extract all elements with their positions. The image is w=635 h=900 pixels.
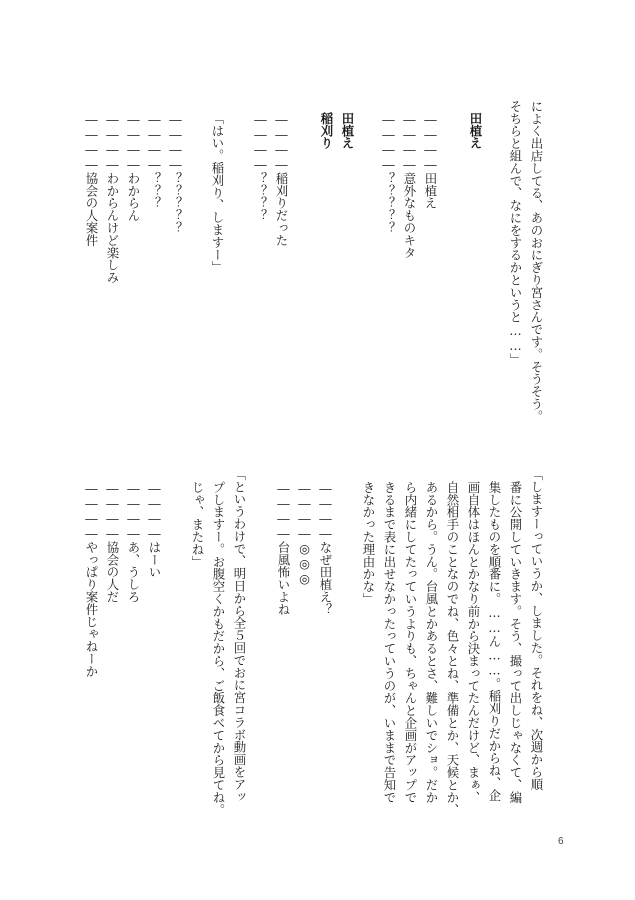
- dialogue-line: 「というわけで、明日から全５回でおに宮コラボ動画をアッ: [232, 468, 247, 803]
- upper-line-2: そちらと組んで、なにをするかというと……」: [508, 100, 523, 366]
- chat-comment: ――――意外なものキタ: [402, 112, 417, 259]
- page-number: 6: [558, 836, 564, 847]
- chat-comment: ――――はーい: [147, 481, 162, 579]
- section-heading-inekari: 稲刈り: [319, 112, 334, 150]
- lower-line-7: ら内緒にしてたっていうよりも、ちゃんと企画がアップで: [403, 481, 418, 804]
- lower-line-3: 集したものを順番に。……ん……。稲刈りだからね、企: [487, 481, 502, 802]
- dialogue-line: じゃ、またね」: [190, 481, 205, 568]
- upper-line-1: によく出店してる、あのおにぎり宮さんです。そうそう。: [529, 100, 544, 423]
- chat-comment: ――――台風怖いよね: [276, 481, 291, 616]
- chat-comment: ――――稲刈りだった: [274, 112, 289, 247]
- chat-comment: ――――？？？: [147, 112, 162, 210]
- chat-comment: ――――協会の人だ: [105, 481, 120, 603]
- lower-line-4: 画自体はほんとかなり前から決まってたんだけど、まぁ、: [466, 481, 481, 804]
- chat-comment: ――――田植え: [423, 112, 438, 210]
- section-heading-taue: 田植え: [468, 112, 483, 150]
- dialogue-line: 「はい。稲刈り、しますー」: [210, 112, 225, 274]
- chat-comment: ――――？？？？？: [381, 112, 396, 234]
- chat-comment: ――――あ、うしろ: [126, 481, 141, 603]
- chat-comment: ――――？？？？？: [168, 112, 183, 234]
- chat-comment: ――――？？？？: [253, 112, 268, 222]
- lower-line-6: あるから。うん。台風とかあるとさ、難しいでショ。だか: [424, 481, 439, 804]
- lower-line-2: 番に公開していきます。そう、撮って出しじゃなくて、編: [508, 481, 523, 804]
- dialogue-line: プしますー。お腹空くかもだから、ご飯食べてから見てね。: [211, 481, 226, 816]
- chat-comment: ――――わからん: [126, 112, 141, 222]
- section-heading-taue: 田植え: [340, 112, 355, 150]
- chat-comment: ――――協会の人案件: [84, 112, 99, 247]
- lower-line-9: きなかった理由かな」: [361, 481, 376, 605]
- chat-comment: ――――◎◎◎: [297, 481, 312, 586]
- chat-comment: ――――なぜ田植え？: [318, 481, 333, 616]
- lower-line-1: 「しますーっていうか、しました。それをね、次週から順: [529, 468, 544, 791]
- lower-line-8: きるまで表に出せなかったっていうのが、いままで告知で: [382, 481, 397, 804]
- chat-comment: ――――わからんけど楽しみ: [105, 112, 120, 284]
- chat-comment: ――――やっぱり案件じゃねーか: [84, 481, 99, 678]
- lower-line-5: 自然相手のことなのでね、色々とね、準備とか、天候とか、: [445, 481, 460, 816]
